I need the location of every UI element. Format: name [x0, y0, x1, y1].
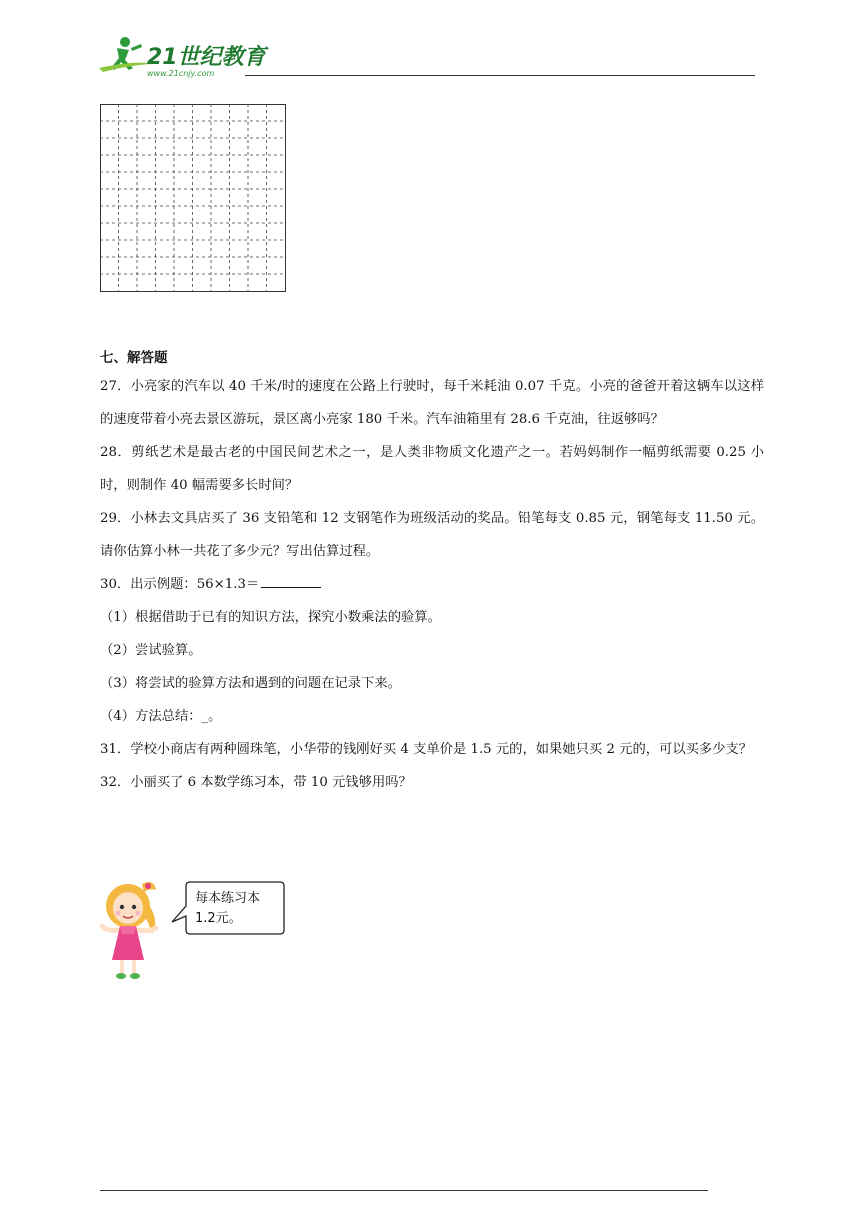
bubble-line-1: 每本练习本 [195, 891, 261, 906]
logo [95, 34, 275, 78]
answer-blank [261, 586, 321, 588]
questions-section [100, 346, 764, 799]
bubble-line-2: 1.2元。 [195, 911, 242, 926]
question-30-part-4: （4）方法总结：_。 [100, 709, 222, 724]
question-30-part-2: （2）尝试验算。 [100, 643, 202, 658]
logo-url: www.21cnjy.com [147, 69, 215, 78]
question-28: 28．剪纸艺术是最古老的中国民间艺术之一，是人类非物质文化遗产之一。若妈妈制作一幅剪纸需要 0.25 小时，则制作 40 幅需要多长时间？ [100, 445, 764, 493]
logo-text: 21世纪教育 [147, 45, 266, 70]
girl-illustration [98, 876, 288, 984]
footer-divider [100, 1190, 708, 1191]
question-30-part-1: （1）根据借助于已有的知识方法，探究小数乘法的验算。 [100, 610, 441, 625]
header-divider [245, 75, 755, 76]
question-30-part-3: （3）将尝试的验算方法和遇到的问题在记录下来。 [100, 676, 401, 691]
question-32: 32．小丽买了 6 本数学练习本，带 10 元钱够用吗？ [100, 775, 412, 790]
question-29: 29．小林去文具店买了 36 支铅笔和 12 支钢笔作为班级活动的奖品。铅笔每支 0.85 元，钢笔每支 11.50 元。请你估算小林一共花了多少元？写出估算过程。 [100, 511, 764, 559]
question-30 [100, 568, 764, 601]
question-31: 31．学校小商店有两种圆珠笔，小华带的钱刚好买 4 支单价是 1.5 元的，如果她只买 2 元的，可以买多少支？ [100, 742, 753, 757]
question-30-stem: 30．出示例题：56×1.3＝ [100, 577, 260, 592]
section-title: 七、解答题 [100, 350, 168, 366]
page-header [95, 30, 755, 80]
speech-bubble [172, 882, 284, 934]
dashed-grid [100, 104, 286, 292]
question-27: 27．小亮家的汽车以 40 千米/时的速度在公路上行驶时，每千米耗油 0.07 千克。小亮的爸爸开着这辆车以这样的速度带着小亮去景区游玩，景区离小亮家 180 千米。汽车油箱里有 28.6 千克油，往返够吗？ [100, 379, 764, 427]
